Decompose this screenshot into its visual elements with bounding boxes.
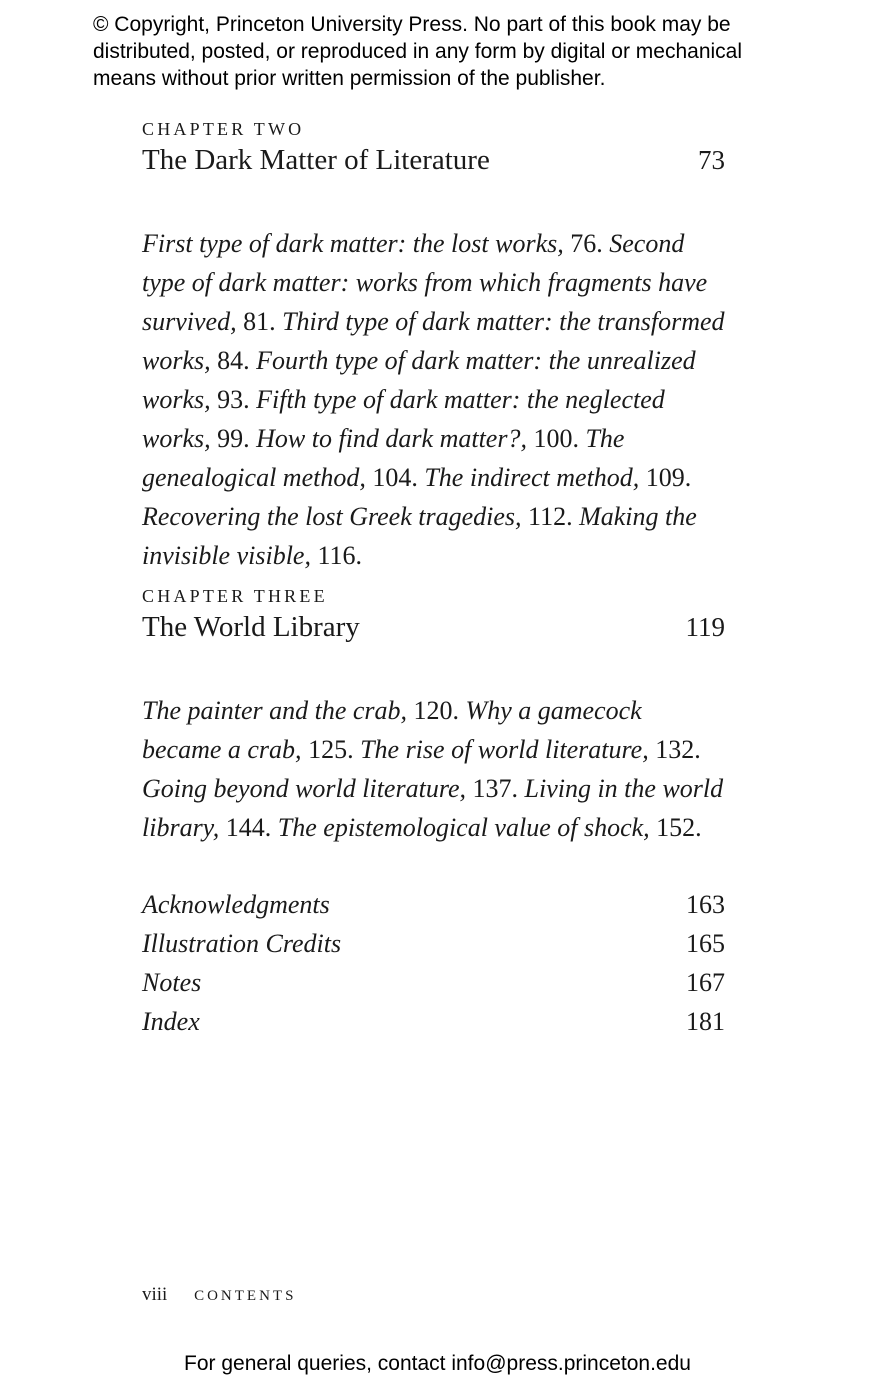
back-matter-page: 181 — [686, 1007, 725, 1036]
section-page-ref: 144. — [219, 813, 278, 842]
chapter-label: CHAPTER THREE — [142, 586, 328, 606]
back-matter-item — [142, 1002, 725, 1041]
chapter-title: The World Library — [142, 611, 360, 643]
section-title: How to find dark matter?, — [256, 424, 527, 453]
section-title: Third type of dark matter: the transformed works, — [142, 307, 725, 375]
section-page-ref: 125. — [301, 735, 361, 764]
section-page-ref: 76. — [563, 229, 610, 258]
copyright-line: distributed, posted, or reproduced in any form by digital or mechanical — [93, 40, 743, 63]
section-page-ref: 84. — [210, 346, 257, 375]
chapter-summary — [142, 691, 725, 847]
section-title: The genealogical method, — [142, 424, 625, 492]
section-page-ref: 112. — [521, 502, 580, 531]
section-page-ref: 100. — [526, 424, 586, 453]
section-title: The painter and the crab, — [142, 696, 408, 725]
section-title: First type of dark matter: the lost works, — [142, 229, 564, 258]
running-head: CONTENTS — [194, 1288, 297, 1304]
section-page-ref: 104. — [365, 463, 425, 492]
section-page-ref: 81. — [236, 307, 283, 336]
copyright-line: © Copyright, Princeton University Press. No part of this book may be — [93, 13, 731, 36]
section-title: The indirect method, — [424, 463, 640, 492]
section-title: Second type of dark matter: works from which fragments have survived, — [142, 229, 708, 336]
back-matter-page: 167 — [686, 968, 725, 997]
section-title: Living in the world library, — [142, 774, 724, 842]
section-page-ref: 116. — [310, 541, 363, 570]
section-title: Making the invisible visible, — [142, 502, 697, 570]
section-title: Fifth type of dark matter: the neglected works, — [142, 385, 665, 453]
section-title: The rise of world literature, — [360, 735, 649, 764]
chapter-page-number: 119 — [685, 612, 725, 642]
back-matter-page: 165 — [686, 929, 725, 958]
section-page-ref: 152. — [649, 813, 702, 842]
section-page-ref: 132. — [648, 735, 701, 764]
section-page-ref: 120. — [407, 696, 466, 725]
section-page-ref: 93. — [210, 385, 257, 414]
copyright-notice — [93, 11, 833, 92]
chapter-summary — [142, 224, 725, 575]
folio: viii — [142, 1284, 168, 1305]
section-page-ref: 137. — [466, 774, 525, 803]
back-matter-label: Index — [142, 1007, 200, 1036]
section-title: The epistemological value of shock, — [277, 813, 650, 842]
back-matter-item — [142, 924, 725, 963]
chapter-title: The Dark Matter of Literature — [142, 144, 490, 176]
back-matter-label: Illustration Credits — [142, 929, 342, 958]
section-title: Recovering the lost Greek tragedies, — [142, 502, 522, 531]
chapter-heading — [142, 607, 725, 647]
chapter-page-number: 73 — [698, 145, 725, 175]
chapter-label: CHAPTER TWO — [142, 119, 305, 139]
contact-notice: For general queries, contact info@press.princeton.edu — [184, 1352, 691, 1375]
section-page-ref: 109. — [639, 463, 692, 492]
chapter-entry — [142, 585, 725, 647]
section-page-ref: 99. — [210, 424, 257, 453]
section-title: Going beyond world literature, — [142, 774, 467, 803]
back-matter-label: Acknowledgments — [142, 890, 330, 919]
chapter-heading — [142, 140, 725, 180]
section-title: Why a gamecock became a crab, — [142, 696, 642, 764]
back-matter-item — [142, 963, 725, 1002]
back-matter-item — [142, 885, 725, 924]
copyright-line: means without prior written permission of the publisher. — [93, 67, 606, 90]
page-footer — [142, 1283, 296, 1308]
section-title: Fourth type of dark matter: the unrealized works, — [142, 346, 696, 414]
back-matter-page: 163 — [686, 890, 725, 919]
back-matter-label: Notes — [142, 968, 202, 997]
chapter-entry — [142, 118, 725, 180]
back-matter-list — [142, 885, 725, 1041]
